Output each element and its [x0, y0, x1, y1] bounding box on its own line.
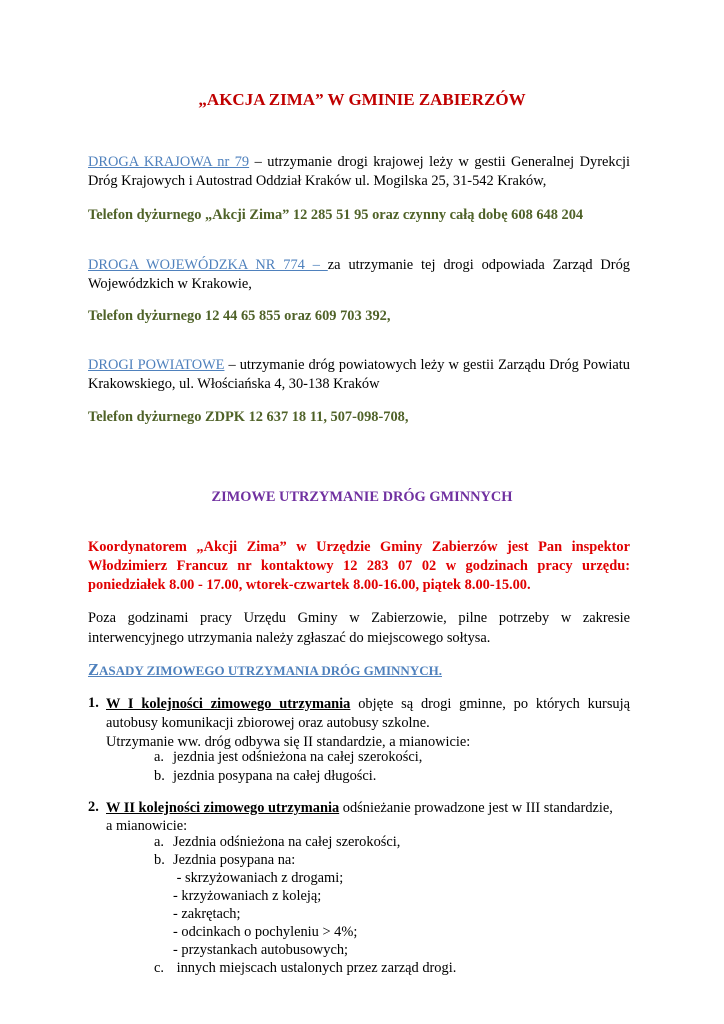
- krajowa-text: – utrzymanie drogi krajowej leży w gestii Generalnej Dyrekcji Dróg Krajowych i Autostrad Oddział Kraków ul. Mogilska 25, 31-542 Kraków,: [88, 154, 630, 189]
- list-item: - zakrętach;: [173, 906, 241, 922]
- powiatowe-link[interactable]: DROGI POWIATOWE: [88, 357, 225, 373]
- krajowa-paragraph: [88, 153, 630, 191]
- zasady-heading-rest: ASADY ZIMOWEGO UTRZYMANIA DRÓG GMINNYCH.: [99, 663, 442, 678]
- powiatowe-paragraph: [88, 356, 630, 394]
- list-item: - przystankach autobusowych;: [173, 942, 349, 958]
- item1-sublist: [154, 748, 422, 786]
- gminne-heading: ZIMOWE UTRZYMANIE DRÓG GMINNYCH: [211, 489, 513, 505]
- list-text: jezdnia jest odśnieżona na całej szerokości,: [173, 749, 423, 765]
- list-text: Jezdnia odśnieżona na całej szerokości,: [173, 834, 401, 850]
- list-text: Jezdnia posypana na:: [173, 852, 296, 868]
- item2-paragraph: [106, 799, 636, 818]
- list-text: innych miejscach ustalonych przez zarząd drogi.: [173, 960, 457, 976]
- item1-paragraph: [106, 695, 630, 733]
- item2-text: odśnieżanie prowadzone jest w III standardzie,: [339, 800, 613, 816]
- krajowa-phone: Telefon dyżurnego „Akcji Zima” 12 285 51 95 oraz czynny całą dobę 608 648 204: [88, 207, 584, 223]
- item1-text: objęte są drogi gminne, po których kursują autobusy komunikacji zbiorowej oraz autobusy szkolne.: [106, 696, 630, 731]
- list-letter: a.: [154, 749, 164, 765]
- item1-bold: W I kolejności zimowego utrzymania: [106, 696, 351, 712]
- item2-line2: a mianowicie:: [106, 818, 188, 834]
- list-letter: b.: [154, 852, 165, 868]
- list-item: [154, 851, 456, 869]
- koordynator-paragraph: Koordynatorem „Akcji Zima” w Urzędzie Gminy Zabierzów jest Pan inspektor Włodzimierz Francuz nr kontaktowy 12 283 07 02 w godzinach pracy urzędu: poniedziałek 8.00 - 17.00, wtorek-czwartek 8.00-16.00, piątek 8.00-15.00.: [88, 539, 630, 593]
- poza-paragraph: Poza godzinami pracy Urzędu Gminy w Zabierzowie, pilne potrzeby w zakresie interwencyjnego utrzymania należy zgłaszać do miejscowego sołtysa.: [88, 610, 630, 646]
- list-letter: c.: [154, 960, 164, 976]
- list-item: - krzyżowaniach z koleją;: [173, 888, 322, 904]
- item2-bold: W II kolejności zimowego utrzymania: [106, 800, 340, 816]
- powiatowe-text: – utrzymanie dróg powiatowych leży w gestii Zarządu Dróg Powiatu Krakowskiego, ul. Włościańska 4, 30-138 Kraków: [88, 357, 631, 392]
- list-item: [154, 959, 456, 977]
- wojewodzka-paragraph: [88, 256, 630, 294]
- list-letter: b.: [154, 768, 165, 784]
- list-item: - odcinkach o pochyleniu > 4%;: [173, 924, 358, 940]
- wojewodzka-phone: Telefon dyżurnego 12 44 65 855 oraz 609 703 392,: [88, 308, 391, 324]
- item1-number: 1.: [88, 695, 99, 711]
- zasady-heading-initial: Z: [88, 660, 100, 679]
- wojewodzka-link[interactable]: DROGA WOJEWÓDZKA NR 774 –: [88, 257, 328, 273]
- powiatowe-phone: Telefon dyżurnego ZDPK 12 637 18 11, 507-098-708,: [88, 409, 409, 425]
- krajowa-link[interactable]: DROGA KRAJOWA nr 79: [88, 154, 250, 170]
- list-item: [154, 833, 456, 851]
- list-text: jezdnia posypana na całej długości.: [173, 768, 377, 784]
- zasady-heading: [88, 660, 630, 680]
- item1-line2: Utrzymanie ww. dróg odbywa się II standardzie, a mianowicie:: [106, 734, 471, 750]
- list-item: [154, 748, 422, 767]
- wojewodzka-text: za utrzymanie tej drogi odpowiada Zarząd Dróg Wojewódzkich w Krakowie,: [88, 257, 630, 292]
- list-letter: a.: [154, 834, 164, 850]
- page-title: „AKCJA ZIMA” W GMINIE ZABIERZÓW: [198, 90, 526, 109]
- list-item: [154, 767, 422, 786]
- item2-number: 2.: [88, 799, 99, 815]
- item2-sublist: [154, 833, 456, 977]
- list-item: - skrzyżowaniach z drogami;: [173, 870, 344, 886]
